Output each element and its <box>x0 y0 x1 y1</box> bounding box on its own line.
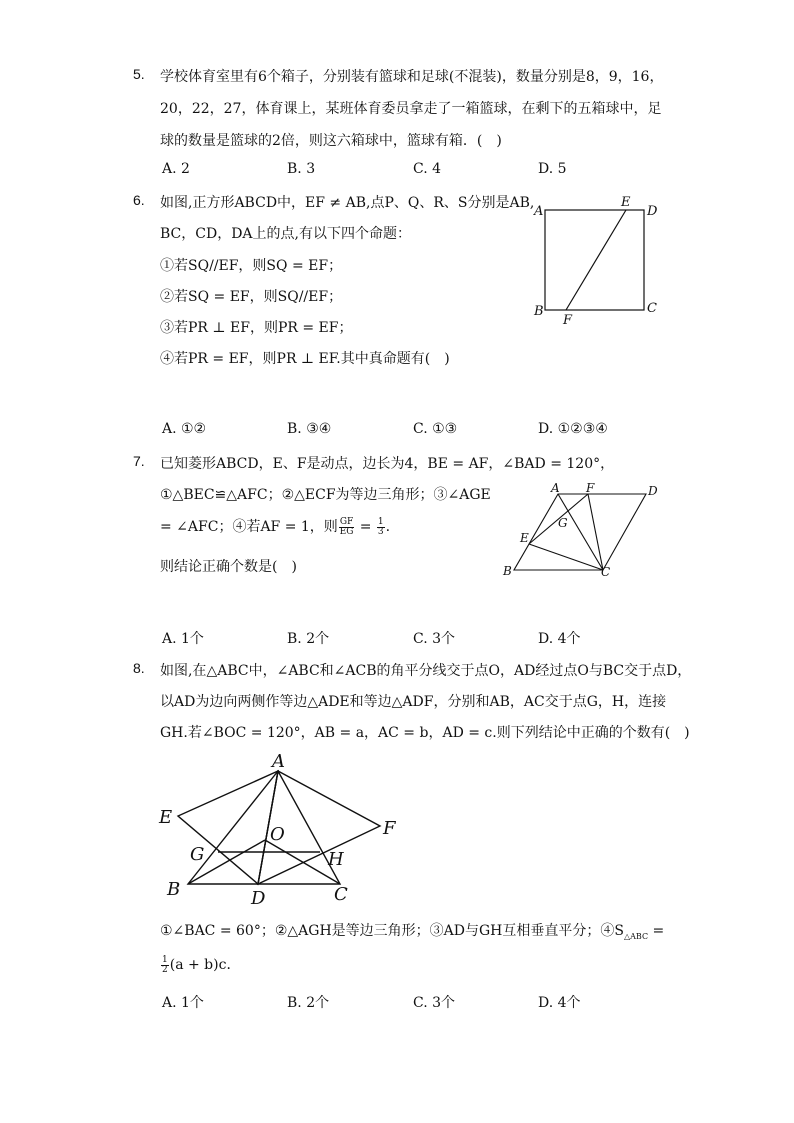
label-d: D <box>648 484 658 498</box>
segment-ac <box>558 494 603 570</box>
question-6-line-4: ②若SQ = EF，则SQ//EF； <box>160 289 343 305</box>
label-h: H <box>328 849 344 870</box>
question-8-line-3: GH.若∠BOC = 120°，AB = a，AC = b，AD = c.则下列结论中正确的个数有( ) <box>160 725 690 741</box>
area-subscript: △ABC <box>623 931 649 941</box>
label-c: C <box>647 301 657 316</box>
fraction-one-half: $\frac{1}{2}$ <box>162 954 168 975</box>
question-6-number: 6. <box>133 192 145 208</box>
question-8-option-a[interactable]: A. 1个 <box>162 995 204 1011</box>
question-8-option-b[interactable]: B. 2个 <box>287 995 330 1011</box>
label-f: F <box>586 481 595 495</box>
question-7-line-4: 则结论正确个数是( ) <box>160 559 297 575</box>
label-d: D <box>647 204 658 219</box>
label-e: E <box>621 195 631 210</box>
question-6-line-3: ①若SQ//EF，则SQ = EF； <box>160 258 343 274</box>
question-6-option-b[interactable]: B. ③④ <box>287 421 332 437</box>
question-8-area-formula <box>160 954 240 975</box>
equals-sign: = <box>648 923 665 939</box>
question-7-line-3: = ∠AFC；④若AF = 1，则 $\frac{GF}{EG}$ = $\frac{1}{3}$ . <box>160 516 391 537</box>
fraction-gf-eg: $\frac{GF}{EG}$ <box>339 516 354 537</box>
question-7-number: 7. <box>133 453 145 469</box>
question-5-number: 5. <box>133 66 145 82</box>
triangle-abc <box>188 771 340 884</box>
label-f: F <box>563 313 573 328</box>
question-7-line-2: ①△BEC≌△AFC；②△ECF为等边三角形；③∠AGE <box>160 487 491 503</box>
label-a: A <box>272 752 285 772</box>
question-6-line-6: ④若PR = EF，则PR ⊥ EF.其中真命题有( ) <box>160 351 450 367</box>
question-6-line-2: BC，CD，DA上的点,有以下四个命题： <box>160 226 411 242</box>
question-8-option-d[interactable]: D. 4个 <box>538 995 581 1011</box>
square-abcd <box>545 210 644 310</box>
question-5-line-2: 20，22，27，体育课上，某班体育委员拿走了一箱篮球，在剩下的五箱球中，足 <box>160 101 662 117</box>
question-7-option-a[interactable]: A. 1个 <box>162 631 204 647</box>
question-8-number: 8. <box>133 660 145 676</box>
label-e: E <box>520 531 529 545</box>
segment-ef <box>566 210 626 310</box>
label-a: A <box>534 204 544 219</box>
question-8-statements: ①∠BAC = 60°；②△AGH是等边三角形；③AD与GH互相垂直平分；④S <box>160 923 624 939</box>
question-8-line-2: 以AD为边向两侧作等边△ADE和等边△ADF，分别和AB，AC交于点G，H，连接 <box>160 694 667 710</box>
question-5-option-a[interactable]: A. 2 <box>162 161 190 177</box>
label-b: B <box>167 879 181 900</box>
question-7-option-d[interactable]: D. 4个 <box>538 631 581 647</box>
question-6-line-1: 如图,正方形ABCD中，EF ≠ AB,点P、Q、R、S分别是AB, <box>160 195 535 211</box>
question-7-option-b[interactable]: B. 2个 <box>287 631 330 647</box>
label-g: G <box>190 844 205 865</box>
label-b: B <box>534 304 544 319</box>
question-5-option-d[interactable]: D. 5 <box>538 161 567 177</box>
question-6-option-c[interactable]: C. ①③ <box>413 421 458 437</box>
triangle-figure <box>150 752 410 912</box>
question-5-option-b[interactable]: B. 3 <box>287 161 316 177</box>
rhombus-figure <box>498 478 668 583</box>
question-8-option-c[interactable]: C. 3个 <box>413 995 456 1011</box>
question-6-option-a[interactable]: A. ①② <box>162 421 207 437</box>
label-a: A <box>551 481 560 495</box>
segment-fc <box>588 494 603 570</box>
question-8-statements-line <box>160 920 664 941</box>
label-b: B <box>503 564 512 578</box>
segment-ec <box>529 544 603 570</box>
question-8-line-1: 如图,在△ABC中，∠ABC和∠ACB的角平分线交于点O，AD经过点O与BC交于点D， <box>160 663 692 679</box>
triangle-ade <box>178 771 278 884</box>
question-7-line-1: 已知菱形ABCD，E、F是动点，边长为4，BE = AF，∠BAD = 120°， <box>160 456 615 472</box>
label-c: C <box>601 565 611 579</box>
label-d: D <box>251 888 266 909</box>
label-e: E <box>159 807 173 828</box>
question-6-line-5: ③若PR ⊥ EF，则PR = EF； <box>160 320 353 336</box>
question-5-option-c[interactable]: C. 4 <box>413 161 442 177</box>
question-7-line-3-text: = ∠AFC；④若AF = 1，则 <box>160 519 338 535</box>
question-5-line-1: 学校体育室里有6个箱子，分别装有篮球和足球(不混装)，数量分别是8，9，16， <box>160 69 664 85</box>
area-formula-tail: (a + b)c． <box>169 957 241 973</box>
label-g: G <box>558 516 568 530</box>
question-6-option-d[interactable]: D. ①②③④ <box>538 421 608 437</box>
fraction-one-third: $\frac{1}{3}$ <box>377 516 384 537</box>
square-figure <box>530 193 670 328</box>
label-c: C <box>334 884 348 905</box>
question-5-line-3: 球的数量是篮球的2倍，则这六箱球中，篮球有箱．( ) <box>160 133 502 149</box>
question-7-option-c[interactable]: C. 3个 <box>413 631 456 647</box>
label-o: O <box>270 824 285 845</box>
label-f: F <box>383 818 396 839</box>
